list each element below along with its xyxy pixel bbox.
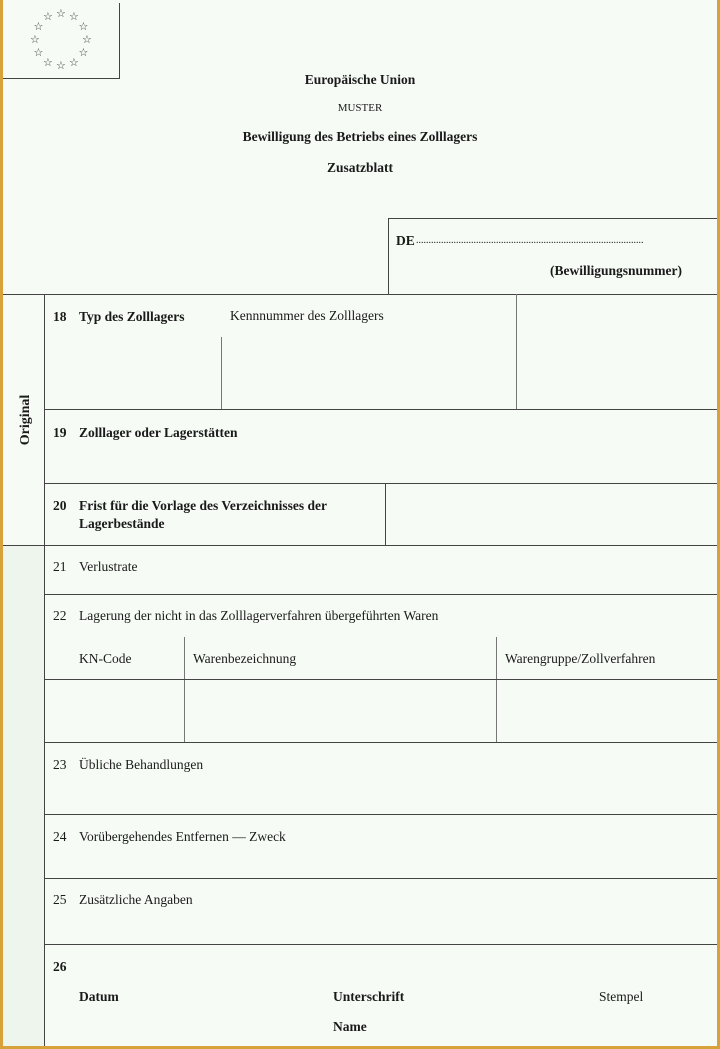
field-22-col-kn-code: KN-Code [79, 651, 132, 666]
field-26-number: 26 [53, 959, 67, 974]
eu-star-icon: ☆ [82, 33, 92, 46]
eu-star-icon: ☆ [69, 55, 79, 69]
field-20-label-line1: Frist für die Vorlage des Verzeichnisses der [79, 498, 327, 513]
eu-star-icon: ☆ [78, 20, 89, 33]
field-18-label: Typ des Zolllagers [79, 309, 185, 324]
field-18-bottom [44, 409, 717, 410]
field-22-warengruppe-input[interactable] [497, 680, 717, 742]
field-21-label: Verlustrate [79, 559, 138, 574]
field-21-number: 21 [53, 559, 67, 574]
field-18-divider-2 [516, 294, 517, 409]
eu-star-icon: ☆ [43, 10, 53, 24]
permit-prefix: DE [396, 233, 415, 248]
field-22-number: 22 [53, 608, 67, 623]
field-23-label: Übliche Behandlungen [79, 757, 204, 772]
field-22-bottom [44, 742, 717, 743]
section-original-bottom [3, 545, 717, 546]
field-24-number: 24 [53, 829, 67, 844]
field-20-number: 20 [53, 498, 67, 513]
header-org: Europäische Union [304, 72, 416, 87]
field-19-label: Zolllager oder Lagerstätten [79, 425, 238, 440]
side-stripe [3, 546, 44, 1046]
field-26-unterschrift: Unterschrift [333, 989, 405, 1004]
field-25-number: 25 [53, 892, 67, 907]
field-22-label: Lagerung der nicht in das Zolllagerverfahren übergeführten Waren [79, 608, 439, 623]
header-subtitle: Zusatzblatt [326, 160, 393, 175]
eu-star-icon: ☆ [43, 55, 53, 69]
field-23-number: 23 [53, 757, 67, 772]
eu-star-icon: ☆ [33, 20, 44, 33]
field-22-col-warengruppe: Warengruppe/Zollverfahren [505, 651, 656, 666]
field-20-label-line2: Lagerbestände [79, 516, 165, 531]
eu-star-icon: ☆ [56, 59, 66, 72]
permit-caption: (Bewilligungsnummer) [550, 263, 683, 278]
eu-stars-icon [3, 3, 119, 78]
permit-box-left [388, 218, 389, 294]
field-20-input[interactable] [386, 484, 717, 545]
field-26-stempel: Stempel [599, 989, 644, 1004]
permit-box-top [388, 218, 717, 219]
field-22-kn-code-input[interactable] [45, 680, 184, 742]
field-25-label: Zusätzliche Angaben [79, 892, 193, 907]
emblem-box [3, 3, 120, 79]
eu-star-icon: ☆ [69, 10, 79, 24]
field-25-input[interactable] [45, 912, 717, 944]
field-26-datum: Datum [79, 989, 119, 1004]
field-18-input[interactable] [222, 337, 516, 409]
field-25-bottom [44, 944, 717, 945]
field-26-name: Name [333, 1019, 367, 1034]
field-23-input[interactable] [45, 777, 717, 814]
eu-star-icon: ☆ [33, 46, 44, 59]
field-22-warenbezeichnung-input[interactable] [185, 680, 496, 742]
field-24-label: Vorübergehendes Entfernen — Zweck [79, 829, 286, 844]
side-label-original: Original [18, 394, 33, 446]
field-18-sublabel: Kennnummer des Zolllagers [230, 308, 384, 323]
field-24-bottom [44, 878, 717, 879]
section-original-top [3, 294, 717, 295]
eu-star-icon: ☆ [78, 46, 89, 59]
field-23-bottom [44, 814, 717, 815]
field-21-bottom [44, 594, 717, 595]
field-18-number: 18 [53, 309, 67, 324]
eu-star-icon: ☆ [56, 7, 66, 20]
field-19-input[interactable] [45, 445, 717, 483]
field-19-number: 19 [53, 425, 67, 440]
field-24-input[interactable] [45, 849, 717, 878]
eu-star-icon: ☆ [30, 33, 40, 46]
header-muster: MUSTER [337, 102, 383, 114]
field-22-col-warenbezeichnung: Warenbezeichnung [193, 651, 297, 666]
permit-number-field[interactable]: ........................................................................................... [416, 235, 644, 246]
header-title: Bewilligung des Betriebs eines Zolllagers [242, 129, 478, 144]
